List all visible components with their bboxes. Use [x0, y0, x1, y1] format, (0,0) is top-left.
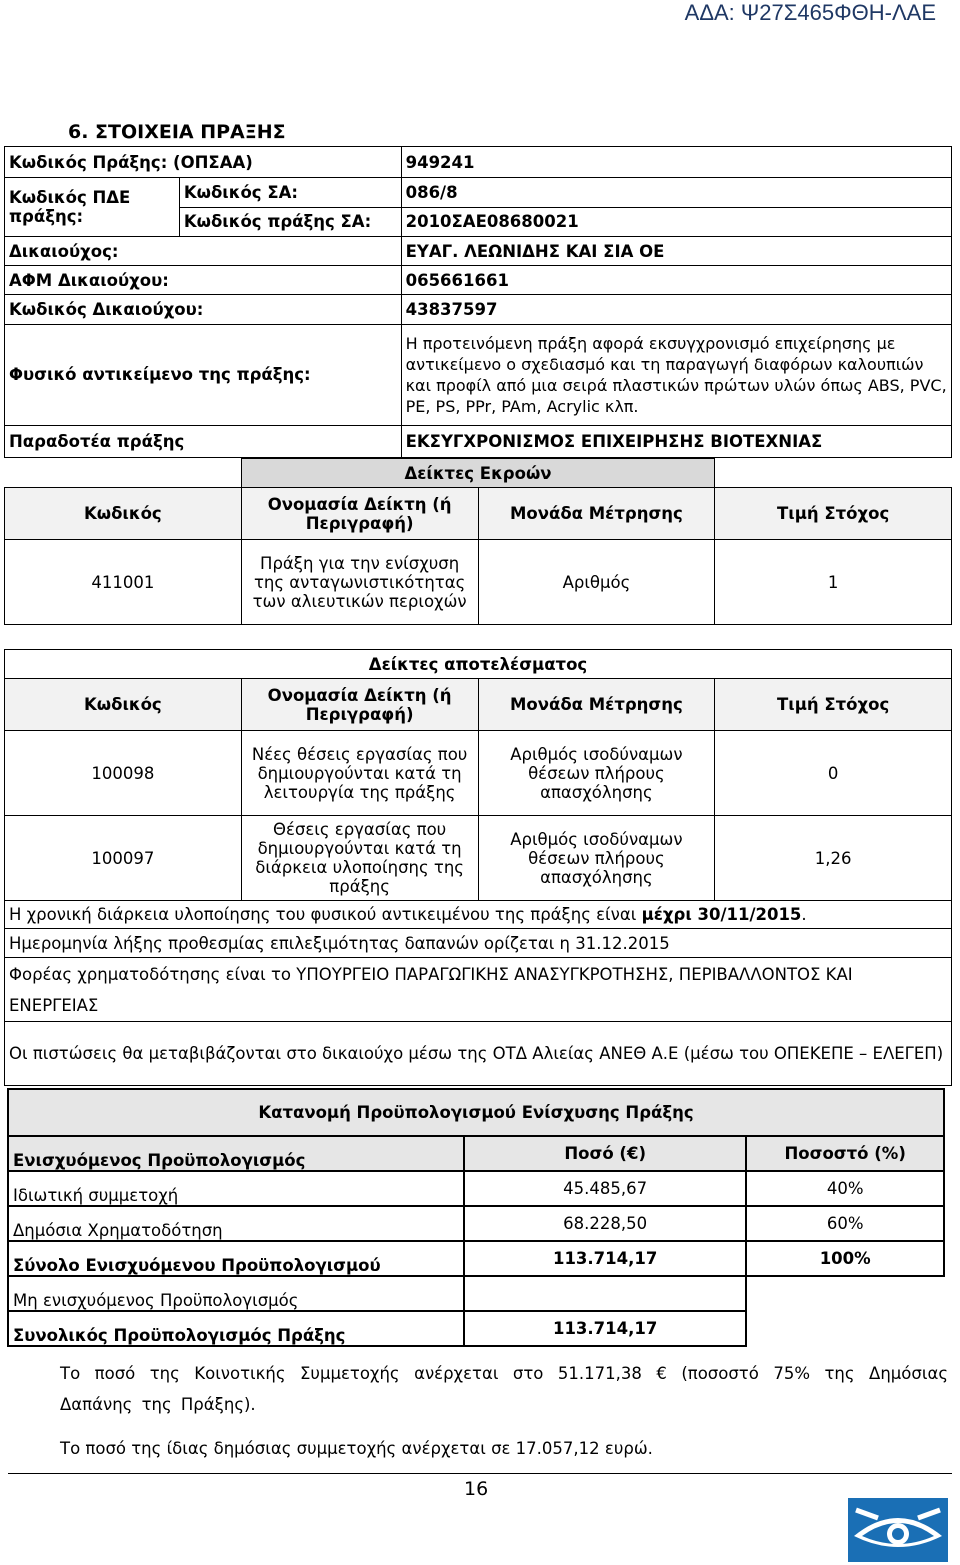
budget-table — [7, 1088, 945, 1347]
budget-head-label: Ενισχυόμενος Προϋπολογισμός — [8, 1136, 464, 1171]
info-table — [4, 146, 952, 458]
section-title: 6. ΣΤΟΙΧΕΙΑ ΠΡΑΞΗΣ — [68, 121, 286, 143]
public-label: Δημόσια Χρηματοδότηση — [8, 1206, 464, 1241]
col-name: Ονομασία Δείκτη (ή Περιγραφή) — [241, 488, 478, 540]
object-label: Φυσικό αντικείμενο της πράξης: — [5, 324, 402, 425]
private-amount: 45.485,67 — [464, 1171, 746, 1206]
funder-note: Φορέας χρηματοδότησης είναι το ΥΠΟΥΡΓΕΙΟ ΠΑΡΑΓΩΓΙΚΗΣ ΑΝΑΣΥΓΚΡΟΤΗΣΗΣ, ΠΕΡΙΒΑΛΛΟΝΤΟΣ ΚΑΙ ΕΝΕΡΓΕΙΑΣ — [5, 958, 952, 1022]
output-target: 1 — [715, 540, 952, 625]
duration-note — [5, 901, 952, 929]
result-code: 100097 — [5, 816, 242, 901]
result-target: 0 — [715, 731, 952, 816]
espa-logo-icon — [848, 1498, 948, 1562]
total-pct: 100% — [746, 1241, 944, 1276]
footer-line — [8, 1473, 952, 1474]
sa-code-value: 2010ΣΑΕ08680021 — [401, 207, 951, 236]
nonfunded-amount — [464, 1276, 746, 1311]
bcode-value: 43837597 — [401, 295, 951, 324]
col-unit: Μονάδα Μέτρησης — [478, 488, 715, 540]
beneficiary-value: ΕΥΑΓ. ΛΕΩΝΙΔΗΣ ΚΑΙ ΣΙΑ ΟΕ — [401, 236, 951, 265]
beneficiary-label: Δικαιούχος: — [5, 236, 402, 265]
own-note: Το ποσό της ίδιας δημόσιας συμμετοχής ανέρχεται σε 17.057,12 ευρώ. — [60, 1439, 653, 1458]
sa-label: Κωδικός ΣΑ: — [179, 178, 401, 207]
credits-note: Οι πιστώσεις θα μεταβιβάζονται στο δικαιούχο μέσω της ΟΤΔ Αλιείας ΑΝΕΘ Α.Ε (μέσω του ΟΠΕΚΕΠΕ – ΕΛΕΓΕΠ) — [5, 1022, 952, 1086]
grand-label: Συνολικός Προϋπολογισμός Πράξης — [8, 1311, 464, 1346]
private-label: Ιδιωτική συμμετοχή — [8, 1171, 464, 1206]
community-note: Το ποσό της Κοινοτικής Συμμετοχής ανέρχεται στο 51.171,38 € (ποσοστό 75% της Δημόσιας Δαπάνης της Πράξης). — [60, 1364, 948, 1414]
deliverable-label: Παραδοτέα πράξης — [5, 425, 402, 457]
bcode-label: Κωδικός Δικαιούχου: — [5, 295, 402, 324]
col-target: Τιμή Στόχος — [715, 488, 952, 540]
budget-title: Κατανομή Προϋπολογισμού Ενίσχυσης Πράξης — [8, 1089, 944, 1136]
result-code: 100098 — [5, 731, 242, 816]
col-code: Κωδικός — [5, 488, 242, 540]
output-unit: Αριθμός — [478, 540, 715, 625]
grand-amount: 113.714,17 — [464, 1311, 746, 1346]
afm-value: 065661661 — [401, 266, 951, 295]
output-name: Πράξη για την ενίσχυση της ανταγωνιστικότητας των αλιευτικών περιοχών — [241, 540, 478, 625]
result-unit: Αριθμός ισοδύναμων θέσεων πλήρους απασχόλησης — [478, 816, 715, 901]
col-name: Ονομασία Δείκτη (ή Περιγραφή) — [241, 679, 478, 731]
output-code: 411001 — [5, 540, 242, 625]
pde-label: Κωδικός ΠΔΕ πράξης: — [5, 178, 180, 237]
afm-label: ΑΦΜ Δικαιούχου: — [5, 266, 402, 295]
ada-code: ΑΔΑ: Ψ27Σ465ΦΘΗ-ΛΑΕ — [684, 0, 936, 25]
budget-head-amount: Ποσό (€) — [464, 1136, 746, 1171]
total-amount: 113.714,17 — [464, 1241, 746, 1276]
result-name: Θέσεις εργασίας που δημιουργούνται κατά τη διάρκεια υλοποίησης της πράξης — [241, 816, 478, 901]
duration-text: Η χρονική διάρκεια υλοποίησης του φυσικού αντικειμένου της πράξης είναι — [9, 905, 642, 924]
deadline-note: Ημερομηνία λήξης προθεσμίας επιλεξιμότητας δαπανών ορίζεται η 31.12.2015 — [5, 929, 952, 958]
ops-label: Κωδικός Πράξης: (ΟΠΣΑΑ) — [5, 147, 402, 178]
col-code: Κωδικός — [5, 679, 242, 731]
page-number: 16 — [464, 1478, 489, 1500]
object-value: Η προτεινόμενη πράξη αφορά εκσυγχρονισμό επιχείρησης με αντικείμενο ο σχεδιασμό και τη παραγωγή διαφόρων καλουπιών και προφίλ από μια σειρά πλαστικών πρώτων υλών όπως ABS, PVC, PE, PS, PPr, PAm, Acrylic κλπ. — [401, 324, 951, 425]
col-target: Τιμή Στόχος — [715, 679, 952, 731]
sa-value: 086/8 — [401, 178, 951, 207]
result-indicators-title: Δείκτες αποτελέσματος — [241, 650, 715, 679]
result-indicators-table — [4, 649, 952, 1086]
result-target: 1,26 — [715, 816, 952, 901]
col-unit: Μονάδα Μέτρησης — [478, 679, 715, 731]
result-name: Νέες θέσεις εργασίας που δημιουργούνται κατά τη λειτουργία της πράξης — [241, 731, 478, 816]
public-amount: 68.228,50 — [464, 1206, 746, 1241]
ops-value: 949241 — [401, 147, 951, 178]
total-label: Σύνολο Ενισχυόμενου Προϋπολογισμού — [8, 1241, 464, 1276]
sa-code-label: Κωδικός πράξης ΣΑ: — [179, 207, 401, 236]
private-pct: 40% — [746, 1171, 944, 1206]
duration-end: . — [801, 905, 807, 924]
deliverable-value: ΕΚΣΥΓΧΡΟΝΙΣΜΟΣ ΕΠΙΧΕΙΡΗΣΗΣ ΒΙΟΤΕΧΝΙΑΣ — [401, 425, 951, 457]
output-indicators-title: Δείκτες Εκροών — [241, 459, 715, 488]
duration-date: μέχρι 30/11/2015 — [641, 905, 802, 924]
public-pct: 60% — [746, 1206, 944, 1241]
result-unit: Αριθμός ισοδύναμων θέσεων πλήρους απασχόλησης — [478, 731, 715, 816]
budget-head-pct: Ποσοστό (%) — [746, 1136, 944, 1171]
nonfunded-label: Μη ενισχυόμενος Προϋπολογισμός — [8, 1276, 464, 1311]
output-indicators-table — [4, 458, 952, 625]
